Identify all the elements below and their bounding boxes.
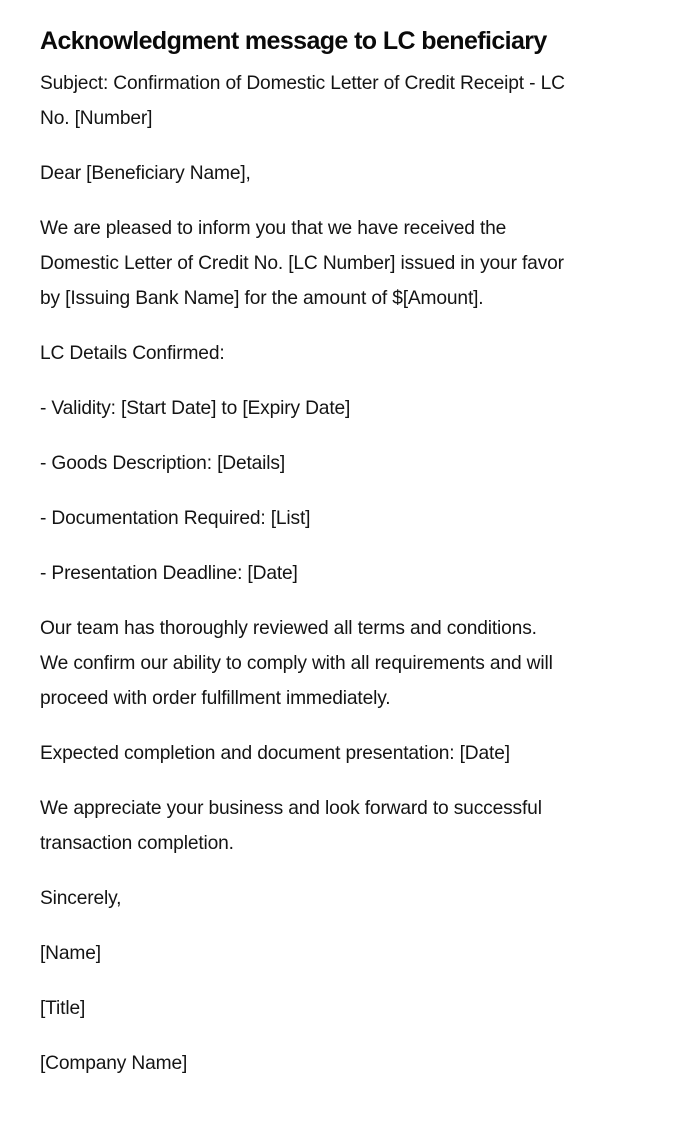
review-line-1: Our team has thoroughly reviewed all terms and conditions.	[40, 618, 537, 639]
subject-line-1: Subject: Confirmation of Domestic Letter of Credit Receipt - LC	[40, 73, 565, 94]
review-paragraph	[40, 611, 660, 716]
review-line-2: We confirm our ability to comply with all requirements and will	[40, 653, 553, 674]
subject-line-2: No. [Number]	[40, 108, 153, 129]
detail-validity: - Validity: [Start Date] to [Expiry Date]	[40, 398, 351, 419]
intro-line-3: by [Issuing Bank Name] for the amount of $[Amount].	[40, 288, 484, 309]
appreciation-line-1: We appreciate your business and look forward to successful	[40, 798, 542, 819]
signature-company: [Company Name]	[40, 1053, 188, 1074]
document-title: Acknowledgment message to LC beneficiary	[40, 27, 547, 55]
signature-title: [Title]	[40, 998, 86, 1019]
intro-paragraph	[40, 211, 660, 316]
closing: Sincerely,	[40, 888, 122, 909]
intro-line-1: We are pleased to inform you that we have received the	[40, 218, 507, 239]
subject-line	[40, 66, 660, 136]
detail-documentation-required: - Documentation Required: [List]	[40, 508, 311, 529]
signature-name: [Name]	[40, 943, 101, 964]
review-line-3: proceed with order fulfillment immediately.	[40, 688, 391, 709]
expected-completion: Expected completion and document presentation: [Date]	[40, 743, 510, 764]
appreciation-line-2: transaction completion.	[40, 833, 234, 854]
appreciation-paragraph	[40, 791, 660, 861]
intro-line-2: Domestic Letter of Credit No. [LC Number] issued in your favor	[40, 253, 564, 274]
detail-goods-description: - Goods Description: [Details]	[40, 453, 286, 474]
details-heading: LC Details Confirmed:	[40, 343, 225, 364]
detail-presentation-deadline: - Presentation Deadline: [Date]	[40, 563, 298, 584]
salutation: Dear [Beneficiary Name],	[40, 163, 251, 184]
